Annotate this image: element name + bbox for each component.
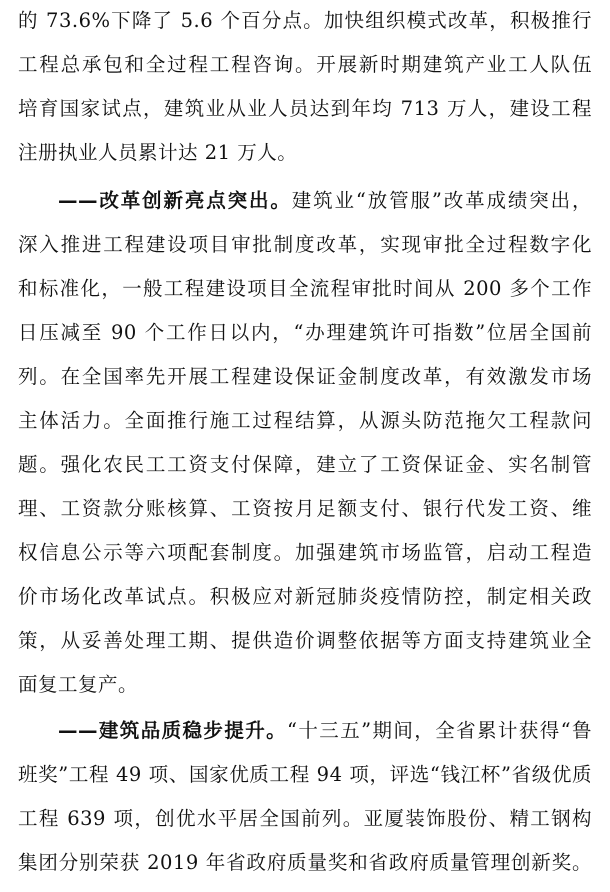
section-heading: ——改革创新亮点突出。 <box>58 189 292 212</box>
text-line: 列。在全国率先开展工程建设保证金制度改革，有效激发市场 <box>18 365 592 388</box>
text-line: 主体活力。全面推行施工过程结算，从源头防范拖欠工程款问 <box>18 409 592 432</box>
text-line: 面复工复产。 <box>18 673 139 696</box>
text-line: 理、工资款分账核算、工资按月足额支付、银行代发工资、维 <box>18 497 592 520</box>
text-span: 建筑业“放管服”改革成绩突出， <box>291 189 592 212</box>
text-line: 培育国家试点，建筑业从业人员达到年均 713 万人，建设工程 <box>18 97 592 120</box>
text-line: 权信息公示等六项配套制度。加强建筑市场监管，启动工程造 <box>18 541 592 564</box>
text-span: “十三五”期间，全省累计获得“鲁 <box>287 719 592 742</box>
text-line: 和标准化，一般工程建设项目全流程审批时间从 200 多个工作 <box>18 277 592 300</box>
text-line: 的 73.6%下降了 5.6 个百分点。加快组织模式改革，积极推行 <box>18 9 592 32</box>
text-line: 工程 639 项，创优水平居全国前列。亚厦装饰股份、精工钢构 <box>18 807 592 830</box>
text-line: 题。强化农民工工资支付保障，建立了工资保证金、实名制管 <box>18 453 592 476</box>
text-line: 策，从妥善处理工期、提供造价调整依据等方面支持建筑业全 <box>18 629 592 652</box>
text-line: 班奖”工程 49 项、国家优质工程 94 项，评选“钱江杯”省级优质 <box>18 763 592 786</box>
section-heading: ——建筑品质稳步提升。 <box>58 719 288 742</box>
text-line: 日压减至 90 个工作日以内，“办理建筑许可指数”位居全国前 <box>18 321 592 344</box>
text-line: 深入推进工程建设项目审批制度改革，实现审批全过程数字化 <box>18 233 592 256</box>
text-line: 价市场化改革试点。积极应对新冠肺炎疫情防控，制定相关政 <box>18 585 592 608</box>
section-heading-line <box>58 186 592 216</box>
text-line: 注册执业人员累计达 21 万人。 <box>18 141 298 164</box>
section-heading-line <box>58 716 592 746</box>
text-line: 工程总承包和全过程工程咨询。开展新时期建筑产业工人队伍 <box>18 53 592 76</box>
text-line: 集团分别荣获 2019 年省政府质量奖和省政府质量管理创新奖。 <box>18 851 592 874</box>
